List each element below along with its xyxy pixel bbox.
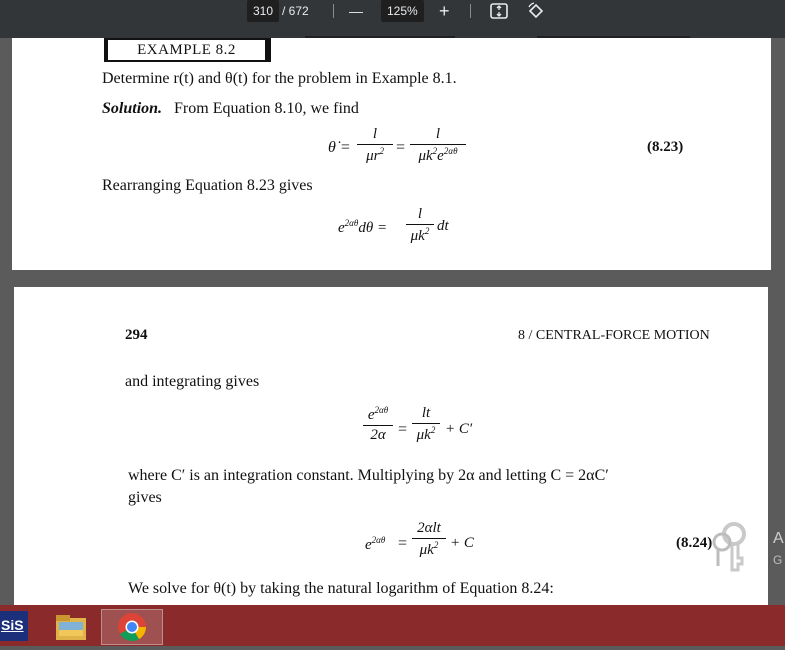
page-total: / 672	[282, 4, 309, 18]
running-head: 8 / CENTRAL-FORCE MOTION	[518, 328, 710, 343]
where-text: where C′ is an integration constant. Multiplying by 2α and letting C = 2αC′	[128, 467, 609, 484]
start-label: SiS	[1, 617, 24, 633]
taskbar-chrome[interactable]	[101, 609, 163, 645]
pdf-toolbar	[0, 0, 785, 38]
page-number-input[interactable]: 310	[247, 0, 279, 22]
file-explorer-icon	[50, 609, 92, 645]
example-label: EXAMPLE 8.2	[108, 40, 265, 60]
eq-rearranged-dt: dt	[437, 218, 449, 234]
fraction-denominator: $\mu k^2$	[410, 226, 430, 244]
eq-8-24-constant: + C	[450, 535, 474, 551]
fraction-denominator: $\mu k^2e^{2\alpha\theta}$	[418, 146, 458, 164]
equals-sign: =	[398, 535, 408, 552]
pdf-page-310	[14, 287, 768, 617]
fraction-denominator: $\mu k^2$	[419, 540, 439, 558]
integration-constant: + C′	[445, 421, 473, 437]
fraction-numerator: l	[435, 126, 441, 142]
solution-text: From Equation 8.10, we find	[174, 100, 359, 117]
equation-number: (8.24)	[676, 535, 713, 551]
taskbar	[0, 605, 785, 646]
zoom-out-button[interactable]: —	[349, 3, 363, 19]
pdf-page-309	[12, 38, 771, 270]
zoom-in-button[interactable]: +	[439, 1, 450, 21]
rotate-icon[interactable]	[526, 1, 546, 23]
integrating-text: and integrating gives	[125, 373, 260, 390]
fraction-numerator: l	[417, 206, 423, 222]
fraction-denominator: 2α	[370, 427, 386, 443]
chrome-icon	[102, 610, 162, 644]
example-label-box	[104, 38, 271, 62]
fraction-numerator: lt	[421, 405, 431, 421]
fit-page-icon[interactable]	[490, 3, 508, 25]
eq-8-23-fraction-2	[410, 126, 466, 165]
fraction-denominator: $\mu k^2$	[416, 425, 436, 443]
fraction-denominator: $\mu r^2$	[366, 146, 384, 164]
eq-8-24-lhs: $e^{2\alpha\theta}$	[365, 535, 386, 553]
fraction-numerator: l	[372, 126, 378, 142]
eq-8-23-fraction-1	[357, 126, 393, 165]
page-number: 294	[125, 327, 148, 343]
eq-integrated-fraction-2	[412, 405, 440, 444]
taskbar-file-explorer[interactable]	[50, 609, 92, 645]
start-button[interactable]	[0, 611, 28, 641]
eq-rearranged-fraction	[406, 206, 434, 245]
solution-heading: Solution.	[102, 100, 163, 117]
equals-sign: =	[398, 421, 408, 438]
toolbar-divider	[470, 4, 471, 18]
equals-sign: =	[396, 139, 406, 156]
overlay-letter: A	[773, 530, 784, 547]
eq-8-23-lhs: θ̇ =	[328, 139, 351, 156]
solution-line	[102, 100, 359, 118]
eq-integrated-fraction-1	[363, 405, 393, 444]
zoom-level-input[interactable]: 125%	[381, 0, 424, 22]
fraction-numerator: 2αlt	[417, 520, 441, 536]
question-text: Determine r(t) and θ(t) for the problem in Example 8.1.	[102, 70, 457, 87]
eq-rearranged-lhs: $e^{2\alpha\theta}d\theta$ =	[338, 218, 388, 236]
solve-text: We solve for θ(t) by taking the natural logarithm of Equation 8.24:	[128, 580, 554, 597]
gives-text: gives	[128, 489, 162, 506]
rearranging-text: Rearranging Equation 8.23 gives	[102, 177, 313, 194]
key-watermark-icon	[708, 520, 768, 576]
eq-8-24-fraction	[412, 520, 446, 559]
equation-number: (8.23)	[647, 139, 684, 155]
overlay-letter: G	[773, 553, 783, 567]
toolbar-divider	[333, 4, 334, 18]
fraction-numerator: $e^{2\alpha\theta}$	[367, 405, 389, 423]
